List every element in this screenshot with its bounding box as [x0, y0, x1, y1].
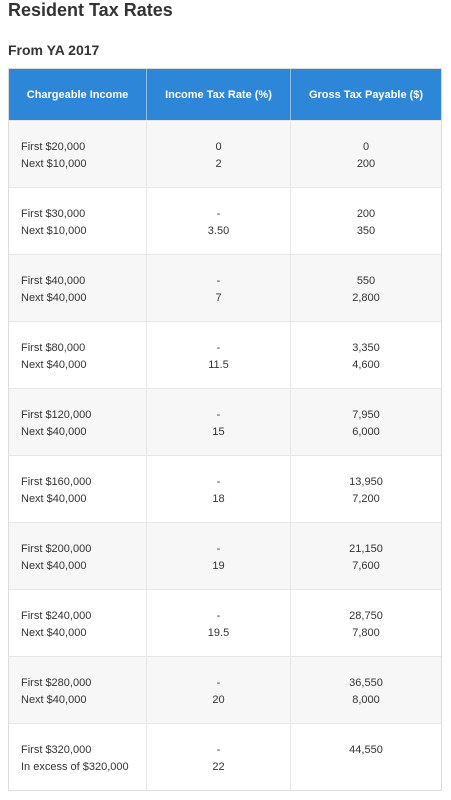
cell-income-tax-rate-line: - [216, 610, 221, 622]
tax-rates-table [8, 68, 442, 791]
cell-gross-tax-payable-line: 7,800 [352, 627, 380, 639]
cell-chargeable-income-line: First $40,000 [21, 275, 86, 287]
cell-income-tax-rate-line: 19.5 [207, 627, 230, 639]
cell-income-tax-rate-line: - [216, 476, 221, 488]
cell-gross-tax-payable-line: 3,350 [352, 342, 380, 354]
cell-gross-tax-payable [290, 255, 441, 321]
cell-income-tax-rate-line: 3.50 [207, 225, 230, 237]
table-body [9, 120, 441, 790]
cell-gross-tax-payable [290, 523, 441, 589]
cell-gross-tax-payable-line: 0 [362, 141, 370, 153]
cell-income-tax-rate [146, 456, 290, 522]
cell-income-tax-rate-line: 18 [212, 493, 225, 505]
cell-income-tax-rate-line: 19 [212, 560, 225, 572]
cell-income-tax-rate-line: 11.5 [208, 359, 229, 371]
cell-gross-tax-payable-line: 550 [356, 275, 376, 287]
cell-gross-tax-payable-line: 8,000 [352, 694, 380, 706]
cell-gross-tax-payable [290, 322, 441, 388]
cell-income-tax-rate-line: 20 [212, 694, 225, 706]
table-row [9, 723, 441, 790]
cell-gross-tax-payable-line: 44,550 [349, 744, 383, 756]
cell-income-tax-rate [146, 322, 290, 388]
cell-chargeable-income-line: First $320,000 [21, 744, 92, 756]
cell-gross-tax-payable [290, 657, 441, 723]
table-row [9, 254, 441, 321]
cell-income-tax-rate-line: - [216, 342, 221, 354]
cell-chargeable-income [9, 657, 146, 723]
cell-income-tax-rate [146, 255, 290, 321]
cell-income-tax-rate [146, 523, 290, 589]
cell-gross-tax-payable [290, 121, 441, 187]
table-row [9, 388, 441, 455]
header-chargeable-income: Chargeable Income [26, 88, 129, 101]
cell-gross-tax-payable [290, 590, 441, 656]
cell-income-tax-rate-line: - [216, 744, 221, 756]
header-gross-tax-payable: Gross Tax Payable ($) [290, 69, 441, 120]
cell-chargeable-income-line: Next $10,000 [21, 158, 87, 170]
cell-income-tax-rate-line: 15 [212, 426, 225, 438]
cell-income-tax-rate-line: - [216, 208, 221, 220]
cell-income-tax-rate-line: - [216, 677, 221, 689]
page-subtitle: From YA 2017 [8, 42, 100, 58]
cell-gross-tax-payable-line: 6,000 [352, 426, 380, 438]
cell-chargeable-income [9, 121, 146, 187]
cell-chargeable-income-line: First $240,000 [21, 610, 92, 622]
cell-income-tax-rate [146, 188, 290, 254]
cell-gross-tax-payable-line: 200 [356, 208, 376, 220]
cell-gross-tax-payable-line: 7,600 [352, 560, 380, 572]
cell-gross-tax-payable-line: 7,950 [352, 409, 380, 421]
cell-income-tax-rate-line: 7 [215, 292, 222, 304]
cell-income-tax-rate-line: 22 [212, 761, 225, 773]
cell-income-tax-rate-line: 2 [215, 158, 222, 170]
cell-chargeable-income-line: First $20,000 [21, 141, 86, 153]
table-row [9, 187, 441, 254]
cell-gross-tax-payable-line: 200 [356, 158, 376, 170]
cell-chargeable-income-line: Next $10,000 [21, 225, 87, 237]
table-row [9, 589, 441, 656]
cell-gross-tax-payable [290, 456, 441, 522]
cell-gross-tax-payable-line [291, 759, 441, 776]
cell-chargeable-income [9, 322, 146, 388]
cell-gross-tax-payable-line: 350 [356, 225, 376, 237]
cell-gross-tax-payable-line: 4,600 [352, 359, 380, 371]
cell-chargeable-income-line: Next $40,000 [21, 359, 87, 371]
cell-chargeable-income-line: First $30,000 [21, 208, 86, 220]
cell-gross-tax-payable-line: 2,800 [352, 292, 380, 304]
cell-chargeable-income-line: In excess of $320,000 [21, 761, 129, 773]
header-income-tax-rate: Income Tax Rate (%) [146, 69, 290, 120]
cell-chargeable-income [9, 255, 146, 321]
cell-income-tax-rate-line: - [216, 409, 221, 421]
cell-chargeable-income-line: First $200,000 [21, 543, 92, 555]
cell-income-tax-rate [146, 389, 290, 455]
cell-income-tax-rate [146, 724, 290, 790]
cell-chargeable-income [9, 724, 146, 790]
cell-gross-tax-payable [290, 389, 441, 455]
cell-chargeable-income [9, 523, 146, 589]
cell-chargeable-income-line: Next $40,000 [21, 493, 87, 505]
table-row [9, 522, 441, 589]
cell-chargeable-income-line: First $80,000 [21, 342, 86, 354]
page-title: Resident Tax Rates [8, 0, 173, 20]
cell-income-tax-rate-line: - [216, 543, 221, 555]
cell-chargeable-income [9, 456, 146, 522]
cell-chargeable-income-line: Next $40,000 [21, 627, 87, 639]
cell-chargeable-income-line: Next $40,000 [21, 694, 87, 706]
table-row [9, 321, 441, 388]
cell-gross-tax-payable [290, 188, 441, 254]
cell-income-tax-rate [146, 121, 290, 187]
table-row [9, 455, 441, 522]
cell-chargeable-income-line: Next $40,000 [21, 292, 87, 304]
cell-chargeable-income-line: Next $40,000 [21, 426, 87, 438]
cell-income-tax-rate [146, 590, 290, 656]
cell-chargeable-income [9, 590, 146, 656]
cell-gross-tax-payable-line: 28,750 [349, 610, 383, 622]
cell-chargeable-income [9, 188, 146, 254]
cell-gross-tax-payable-line: 21,150 [349, 543, 383, 555]
table-row [9, 120, 441, 187]
cell-income-tax-rate-line: - [216, 275, 221, 287]
cell-chargeable-income-line: First $120,000 [21, 409, 92, 421]
cell-gross-tax-payable [290, 724, 441, 790]
table-header [9, 69, 441, 120]
cell-gross-tax-payable-line: 36,550 [349, 677, 383, 689]
cell-gross-tax-payable-line: 13,950 [349, 476, 383, 488]
cell-chargeable-income-line: First $280,000 [21, 677, 92, 689]
cell-chargeable-income-line: First $160,000 [21, 476, 92, 488]
cell-income-tax-rate-line: 0 [215, 141, 222, 153]
cell-chargeable-income [9, 389, 146, 455]
cell-income-tax-rate [146, 657, 290, 723]
table-row [9, 656, 441, 723]
cell-chargeable-income-line: Next $40,000 [21, 560, 87, 572]
cell-gross-tax-payable-line: 7,200 [352, 493, 380, 505]
